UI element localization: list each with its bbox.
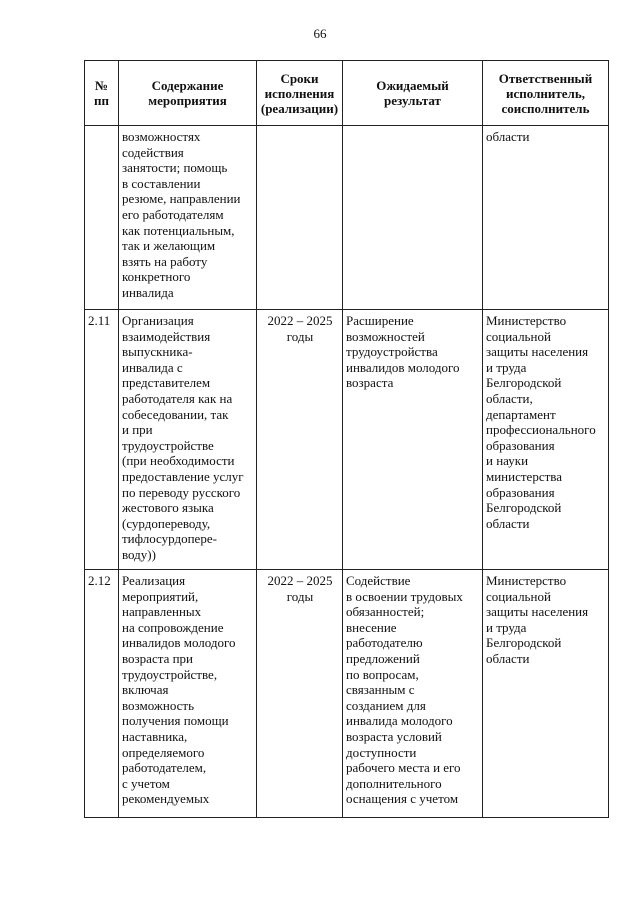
cell-number: 2.11	[85, 310, 119, 570]
cell-result: Расширение возможностей трудоустройства инвалидов молодого возраста	[343, 310, 483, 570]
header-term: Сроки исполнения (реализации)	[257, 61, 343, 126]
cell-term: 2022 – 2025 годы	[257, 310, 343, 570]
cell-content: Организация взаимодействия выпускника- инвалида с представителем работодателя как на собеседовании, так и при трудоустройстве (при необходимости предоставление услуг по переводу русского жестового языка (сурдопереводу, тифлосурдопере- воду))	[119, 310, 257, 570]
action-plan-table	[84, 60, 609, 818]
cell-number	[85, 126, 119, 310]
table-row	[85, 310, 609, 570]
cell-executor: Министерство социальной защиты населения и труда Белгородской области	[483, 570, 609, 818]
header-result: Ожидаемый результат	[343, 61, 483, 126]
cell-content: Реализация мероприятий, направленных на сопровождение инвалидов молодого возраста при трудоустройстве, включая возможность получения помощи наставника, определяемого работодателем, с учетом рекомендуемых	[119, 570, 257, 818]
page-number: 66	[313, 26, 327, 41]
cell-term	[257, 126, 343, 310]
cell-content: возможностях содействия занятости; помощь в составлении резюме, направлении его работодателям как потенциальным, так и желающим взять на работу конкретного инвалида	[119, 126, 257, 310]
cell-executor: области	[483, 126, 609, 310]
header-executor: Ответственный исполнитель, соисполнитель	[483, 61, 609, 126]
cell-result: Содействие в освоении трудовых обязанностей; внесение работодателю предложений по вопросам, связанным с созданием для инвалида молодого возраста условий доступности рабочего места и его дополнительного оснащения с учетом	[343, 570, 483, 818]
table-row	[85, 570, 609, 818]
table-header-row	[85, 61, 609, 126]
cell-executor: Министерство социальной защиты населения и труда Белгородской области, департамент профессионального образования и науки министерства образования Белгородской области	[483, 310, 609, 570]
cell-term: 2022 – 2025 годы	[257, 570, 343, 818]
header-number: № пп	[85, 61, 119, 126]
cell-number: 2.12	[85, 570, 119, 818]
table-row	[85, 126, 609, 310]
cell-result	[343, 126, 483, 310]
header-content: Содержание мероприятия	[119, 61, 257, 126]
